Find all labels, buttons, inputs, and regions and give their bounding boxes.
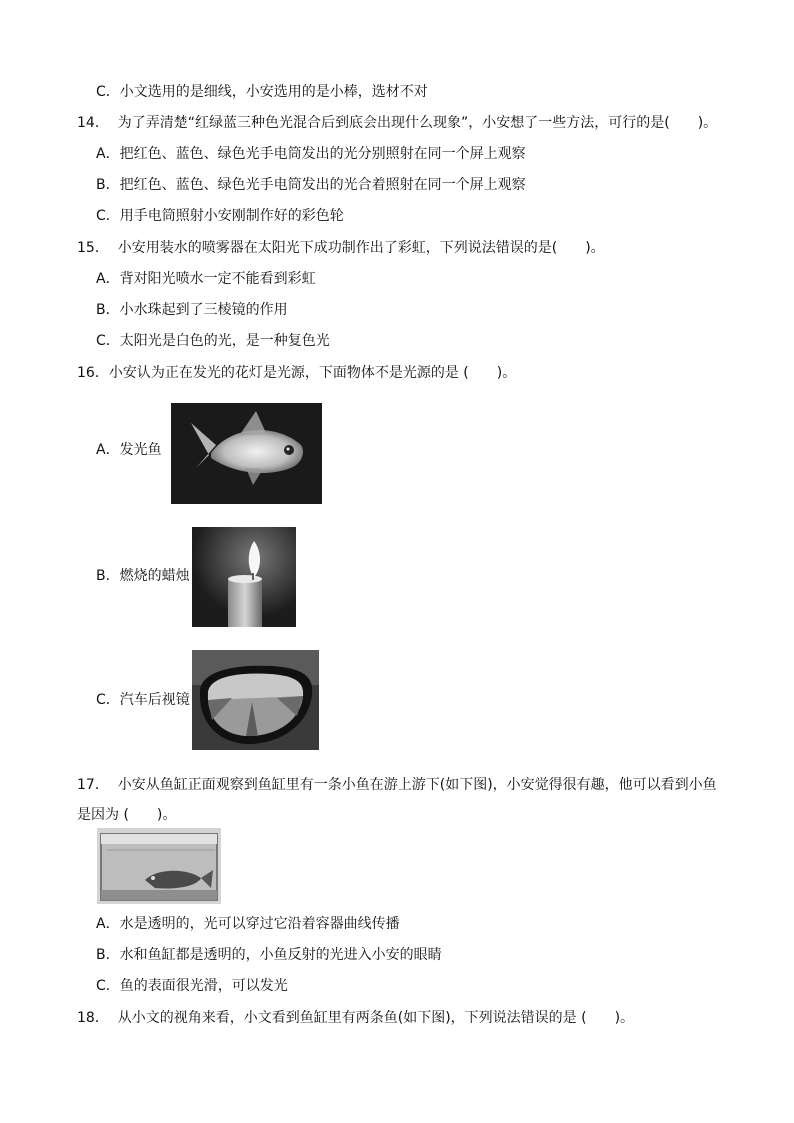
q14-stem xyxy=(77,113,717,133)
q17-number: 17． xyxy=(77,777,109,793)
q15-option-a: A．背对阳光喷水一定不能看到彩虹 xyxy=(96,271,316,287)
q16-stem xyxy=(77,363,516,383)
q17-option-a: A．水是透明的，光可以穿过它沿着容器曲线传播 xyxy=(96,916,400,932)
q15-option-b: B．小水珠起到了三棱镜的作用 xyxy=(96,302,288,318)
q14-option-a: A．把红色、蓝色、绿色光手电筒发出的光分别照射在同一个屏上观察 xyxy=(96,146,526,162)
burning-candle-image xyxy=(192,527,296,627)
q14-option-b: B．把红色、蓝色、绿色光手电筒发出的光合着照射在同一个屏上观察 xyxy=(96,177,526,193)
q17-option-c: C．鱼的表面很光滑，可以发光 xyxy=(96,978,288,994)
q16-option-c: C．汽车后视镜 xyxy=(96,692,190,708)
q13-option-c: C．小文选用的是细线，小安选用的是小棒，选材不对 xyxy=(96,84,428,100)
fish-tank-illustration xyxy=(97,828,221,904)
q14-stem-text: 为了弄清楚“红绿蓝三种色光混合后到底会出现什么现象”，小安想了一些方法，可行的是( )。 xyxy=(117,115,718,131)
q15-stem-text: 小安用装水的喷雾器在太阳光下成功制作出了彩虹，下列说法错误的是( )。 xyxy=(117,240,605,256)
q14-option-c: C．用手电筒照射小安刚制作好的彩色轮 xyxy=(96,208,344,224)
car-mirror-image xyxy=(192,650,319,750)
q18-number: 18． xyxy=(77,1010,109,1026)
q18-stem-text: 从小文的视角来看，小文看到鱼缸里有两条鱼(如下图)，下列说法错误的是 ( )。 xyxy=(117,1010,635,1026)
q16-stem-text: 小安认为正在发光的花灯是光源，下面物体不是光源的是 ( )。 xyxy=(108,365,517,381)
q15-option-c: C．太阳光是白色的光，是一种复色光 xyxy=(96,333,330,349)
q15-number: 15． xyxy=(77,240,109,256)
q15-stem xyxy=(77,238,605,258)
fish-tank-image xyxy=(97,828,221,904)
fish-illustration xyxy=(171,403,322,504)
q16-option-a: A．发光鱼 xyxy=(96,442,162,458)
q16-number: 16． xyxy=(77,365,109,381)
q17-stem-line1: 小安从鱼缸正面观察到鱼缸里有一条小鱼在游上游下(如下图)，小安觉得很有趣，他可以看到小鱼 xyxy=(117,777,717,793)
q14-number: 14． xyxy=(77,115,109,131)
q17-stem-line2: 是因为 ( )。 xyxy=(77,807,177,823)
q17-option-b: B．水和鱼缸都是透明的，小鱼反射的光进入小安的眼睛 xyxy=(96,947,442,963)
q17-stem xyxy=(77,770,747,830)
candle-illustration xyxy=(192,527,296,627)
q18-stem xyxy=(77,1008,634,1028)
glowing-fish-image xyxy=(171,403,322,504)
q16-option-b: B．燃烧的蜡烛 xyxy=(96,568,190,584)
mirror-illustration xyxy=(192,650,319,750)
